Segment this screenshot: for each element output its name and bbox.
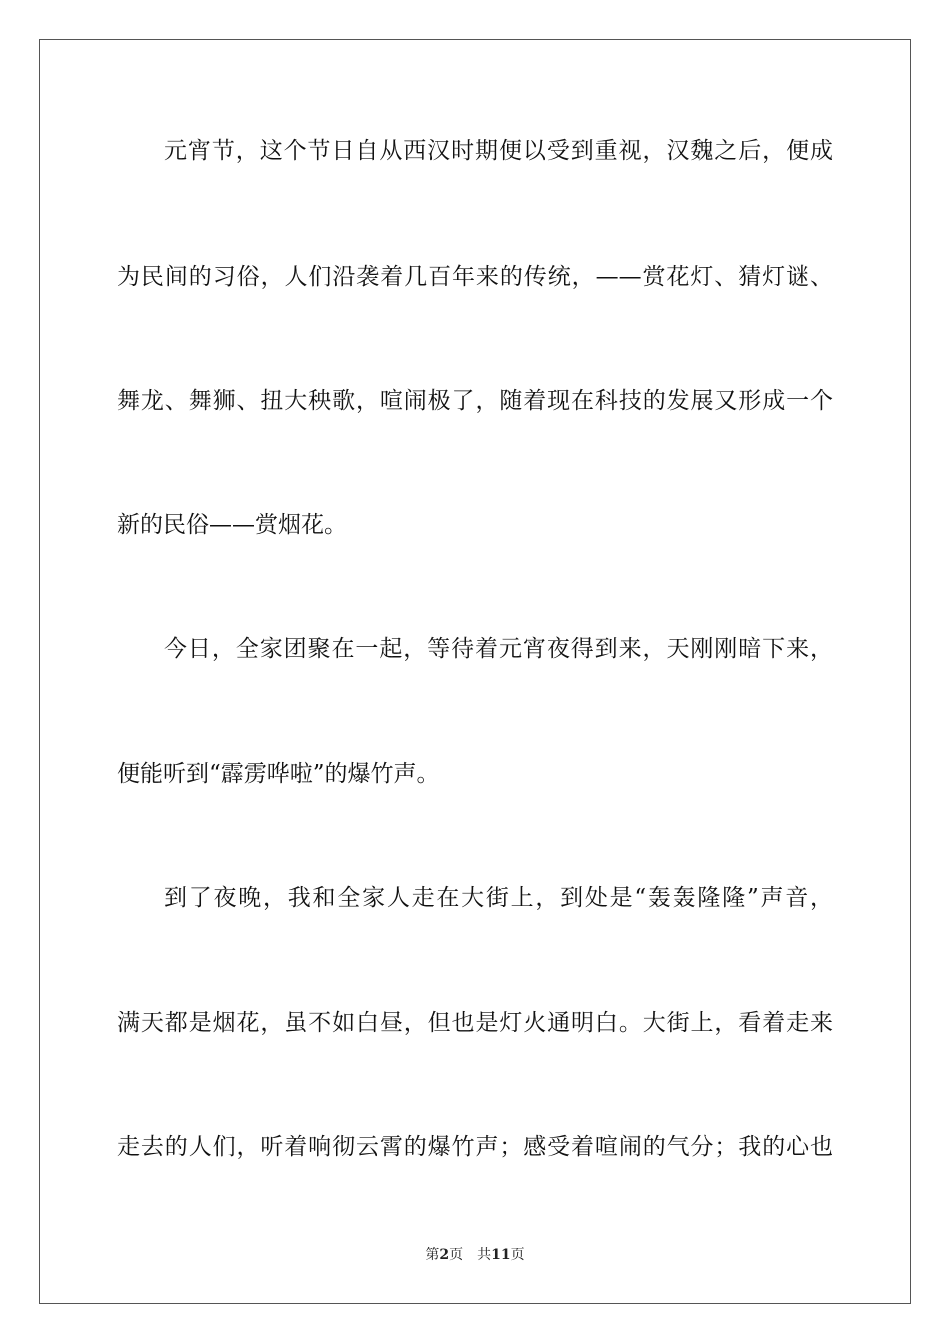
paragraph-1-line-4: 新的民俗——赏烟花。 xyxy=(117,512,347,538)
total-pages: 11 xyxy=(491,1247,511,1263)
paragraph-1-line-2: 为民间的习俗，人们沿袭着几百年来的传统，——赏花灯、猜灯谜、 xyxy=(117,264,833,290)
paragraph-3-line-1: 到了夜晚，我和全家人走在大街上，到处是“轰轰隆隆”声音， xyxy=(164,885,833,911)
paragraph-1-line-1: 元宵节，这个节日自从西汉时期便以受到重视，汉魏之后，便成 xyxy=(164,138,833,164)
page-number-suffix: 页 xyxy=(449,1247,464,1263)
page-number-prefix: 第 xyxy=(425,1247,440,1263)
total-pages-prefix: 共 xyxy=(477,1247,492,1263)
total-pages-suffix: 页 xyxy=(510,1247,525,1263)
paragraph-2-line-2: 便能听到“霹雳哗啦”的爆竹声。 xyxy=(117,761,440,787)
paragraph-3-line-2: 满天都是烟花，虽不如白昼，但也是灯火通明白。大街上，看着走来 xyxy=(117,1010,833,1036)
page-number: 2 xyxy=(439,1247,450,1263)
page-footer xyxy=(0,1246,950,1264)
paragraph-2-line-1: 今日，全家团聚在一起，等待着元宵夜得到来，天刚刚暗下来， xyxy=(164,636,833,662)
page-border xyxy=(39,39,911,1304)
paragraph-3-line-3: 走去的人们，听着响彻云霄的爆竹声；感受着喧闹的气分；我的心也 xyxy=(117,1134,833,1160)
paragraph-1-line-3: 舞龙、舞狮、扭大秧歌，喧闹极了，随着现在科技的发展又形成一个 xyxy=(117,388,833,414)
